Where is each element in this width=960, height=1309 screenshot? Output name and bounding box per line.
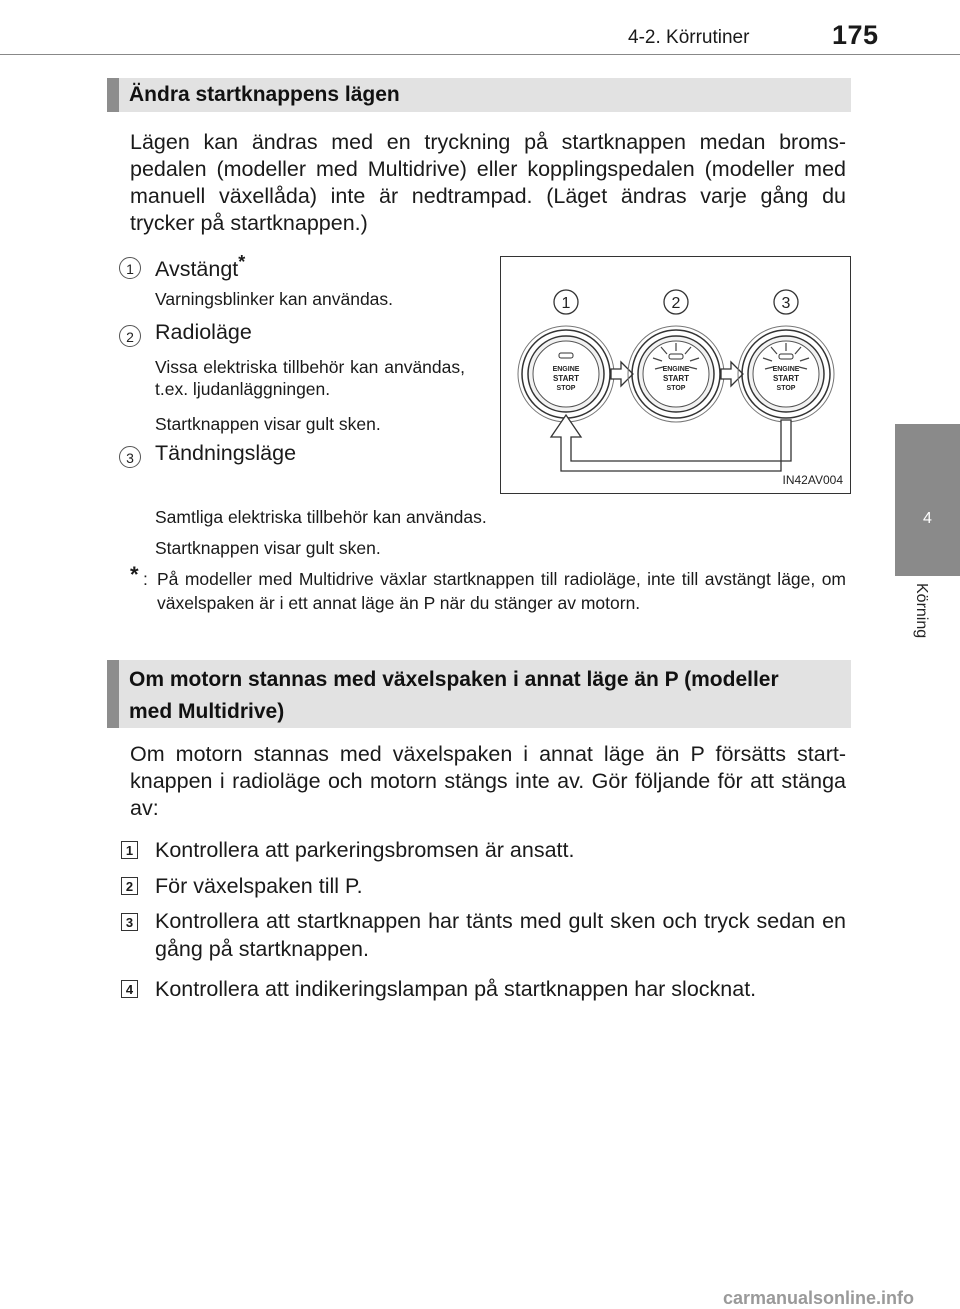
section-heading-engine-stop-not-p [107, 660, 851, 728]
mode-off-description: Varningsblinker kan användas. [155, 289, 394, 309]
mode-number-1: 1 [119, 257, 141, 279]
button-start-label: START [552, 374, 580, 383]
footnote-mark: * [130, 562, 139, 587]
figure-code: IN42AV004 [782, 473, 843, 487]
chapter-number: 4 [923, 510, 932, 527]
button-engine-label: ENGINE [772, 366, 800, 373]
mode-title-off-text: Avstängt [155, 257, 239, 282]
running-header-section: 4-2. Körrutiner [628, 27, 750, 48]
button-stop-label: STOP [776, 385, 796, 392]
footnote-reference-mark: * [238, 252, 246, 272]
section-heading-line-2: med Multidrive) [129, 700, 285, 723]
mode-number-3: 3 [119, 446, 141, 468]
callout-1 [554, 290, 578, 314]
header-rule [0, 54, 960, 55]
footnote [130, 562, 846, 615]
page-number: 175 [832, 20, 879, 50]
callout-2-label: 2 [671, 295, 681, 312]
button-start-label: START [772, 374, 800, 383]
step-number-3: 3 [121, 913, 138, 931]
mode-accessory-description: Vissa elektriska tillbehör kan användas, t.ex. ljudanläggningen. [155, 357, 465, 399]
step-4-text: Kontrollera att indikeringslampan på startknappen har slocknat. [155, 977, 757, 1001]
button-engine-label: ENGINE [552, 366, 580, 373]
start-button-mode-figure [500, 256, 851, 494]
callout-3-label: 3 [781, 295, 791, 312]
mode-accessory-indicator: Startknappen visar gult sken. [155, 414, 381, 434]
mode-number-2: 2 [119, 325, 141, 347]
callout-1-label: 1 [561, 295, 571, 312]
mode-ignition-indicator: Startknappen visar gult sken. [155, 538, 381, 558]
chapter-title: Körning [913, 583, 930, 639]
mode-ignition-description: Samtliga elektriska tillbehör kan användas. [155, 507, 487, 527]
mode-title-off [155, 252, 245, 282]
footnote-colon: : [143, 569, 148, 589]
start-button-illustration [501, 257, 850, 493]
step-number-4: 4 [121, 980, 138, 998]
section-heading-text: Ändra startknappens lägen [129, 83, 400, 106]
start-button-accessory [628, 326, 724, 422]
footnote-text: På modeller med Multidrive växlar startknappen till radioläge, inte till avstängt läge, om växelspaken är i ett annat läge än P när du stänger av motorn. [157, 569, 846, 613]
button-stop-label: STOP [666, 385, 686, 392]
section-heading-start-modes [107, 78, 851, 112]
button-start-label: START [662, 374, 690, 383]
chapter-tab [895, 424, 960, 576]
mode-title-ignition: Tändningsläge [155, 441, 297, 465]
arrow-right-icon [611, 362, 633, 386]
start-button-ignition [738, 326, 834, 422]
button-stop-label: STOP [556, 385, 576, 392]
callout-3 [774, 290, 798, 314]
watermark: carmanualsonline.info [723, 1288, 915, 1308]
section1-intro: Lägen kan ändras med en tryckning på startknappen medan broms-pedalen (modeller med Multidrive) eller kopplingspedalen (modeller med manuell växellåda) inte är nedtrampad. (Läget ändras varje gång du trycker på startknappen.) [130, 130, 846, 235]
start-button-off [518, 326, 614, 422]
arrow-right-icon [721, 362, 743, 386]
section-heading-line-1: Om motorn stannas med växelspaken i annat läge än P (modeller [129, 668, 779, 691]
return-arrow-icon [551, 415, 791, 471]
step-3-text: Kontrollera att startknappen har tänts med gult sken och tryck sedan en gång på startknappen. [155, 909, 846, 961]
step-number-2: 2 [121, 877, 138, 895]
section2-intro: Om motorn stannas med växelspaken i annat läge än P försätts start-knappen i radioläge och motorn stängs inte av. Gör följande för att stänga av: [130, 742, 846, 820]
step-number-1: 1 [121, 841, 138, 859]
button-engine-label: ENGINE [662, 366, 690, 373]
step-2-text: För växelspaken till P. [155, 874, 363, 898]
mode-title-accessory: Radioläge [155, 320, 252, 344]
step-1-text: Kontrollera att parkeringsbromsen är ansatt. [155, 838, 575, 862]
callout-2 [664, 290, 688, 314]
